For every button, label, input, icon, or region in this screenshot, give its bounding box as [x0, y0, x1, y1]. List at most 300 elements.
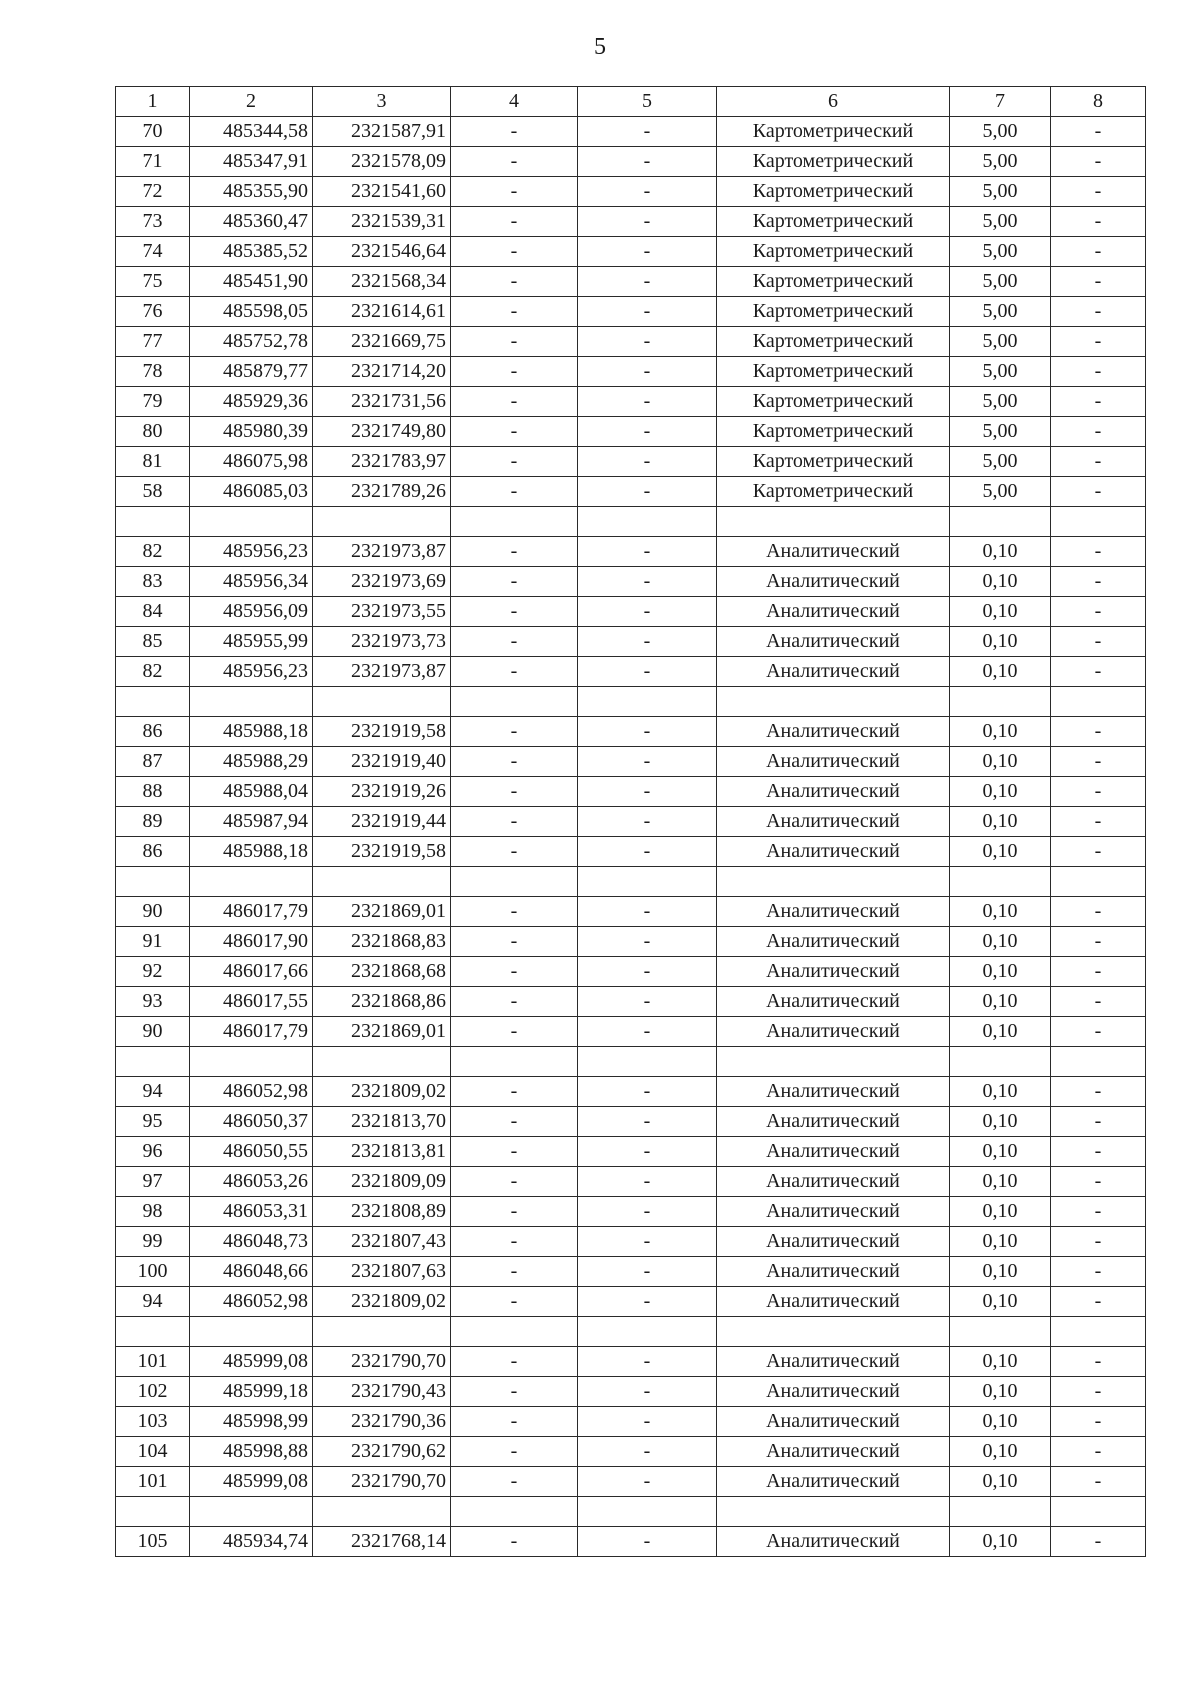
table-cell: Картометрический: [717, 357, 950, 387]
table-cell: 76: [116, 297, 190, 327]
header-cell: 1: [116, 87, 190, 117]
table-cell: 2321578,09: [313, 147, 451, 177]
table-cell: 78: [116, 357, 190, 387]
table-cell: 5,00: [950, 237, 1051, 267]
table-cell: -: [578, 147, 717, 177]
table-cell: [313, 687, 451, 717]
table-cell: -: [1051, 717, 1146, 747]
table-cell: 2321973,69: [313, 567, 451, 597]
table-cell: -: [451, 747, 578, 777]
table-cell: Аналитический: [717, 1527, 950, 1557]
table-cell: 0,10: [950, 1167, 1051, 1197]
table-cell: -: [578, 957, 717, 987]
table-cell: 2321790,43: [313, 1377, 451, 1407]
table-cell: Аналитический: [717, 987, 950, 1017]
table-cell: -: [1051, 1347, 1146, 1377]
table-cell: 2321587,91: [313, 117, 451, 147]
table-cell: 0,10: [950, 1437, 1051, 1467]
table-cell: 2321669,75: [313, 327, 451, 357]
table-row: [116, 147, 1146, 177]
table-cell: Аналитический: [717, 807, 950, 837]
table-cell: 486050,37: [190, 1107, 313, 1137]
table-cell: 74: [116, 237, 190, 267]
table-cell: 82: [116, 537, 190, 567]
table-cell: 103: [116, 1407, 190, 1437]
table-row: [116, 237, 1146, 267]
table-cell: [950, 1047, 1051, 1077]
table-cell: 83: [116, 567, 190, 597]
table-cell: -: [451, 957, 578, 987]
table-cell: [1051, 507, 1146, 537]
table-cell: 2321790,70: [313, 1467, 451, 1497]
table-cell: -: [578, 567, 717, 597]
table-cell: 0,10: [950, 1407, 1051, 1437]
table-cell: -: [451, 927, 578, 957]
table-cell: -: [451, 597, 578, 627]
table-cell: -: [451, 267, 578, 297]
table-cell: -: [1051, 1017, 1146, 1047]
table-cell: -: [1051, 657, 1146, 687]
table-cell: 0,10: [950, 1137, 1051, 1167]
table-cell: 486017,55: [190, 987, 313, 1017]
table-cell: 90: [116, 1017, 190, 1047]
table-cell: [190, 1317, 313, 1347]
table-cell: -: [451, 417, 578, 447]
table-cell: -: [578, 237, 717, 267]
table-cell: 486017,66: [190, 957, 313, 987]
table-cell: -: [1051, 327, 1146, 357]
table-cell: 485956,09: [190, 597, 313, 627]
table-cell: [578, 1497, 717, 1527]
table-row: [116, 597, 1146, 627]
table-cell: [313, 1497, 451, 1527]
table-cell: -: [578, 1227, 717, 1257]
table-cell: 2321807,43: [313, 1227, 451, 1257]
table-cell: [578, 867, 717, 897]
table-spacer-row: [116, 1317, 1146, 1347]
table-cell: [313, 507, 451, 537]
table-cell: 0,10: [950, 1287, 1051, 1317]
table-cell: [451, 1047, 578, 1077]
table-cell: 2321809,02: [313, 1287, 451, 1317]
table-cell: 71: [116, 147, 190, 177]
table-cell: 2321768,14: [313, 1527, 451, 1557]
table-row: [116, 1107, 1146, 1137]
table-cell: Картометрический: [717, 147, 950, 177]
table-cell: 0,10: [950, 807, 1051, 837]
table-cell: -: [451, 1287, 578, 1317]
table-row: [116, 177, 1146, 207]
table-header-row: [116, 87, 1146, 117]
table-cell: 486053,31: [190, 1197, 313, 1227]
table-cell: Аналитический: [717, 1287, 950, 1317]
table-cell: -: [1051, 417, 1146, 447]
table-cell: -: [1051, 1437, 1146, 1467]
table-row: [116, 117, 1146, 147]
table-row: [116, 897, 1146, 927]
table-row: [116, 387, 1146, 417]
table-cell: -: [578, 387, 717, 417]
table-cell: 73: [116, 207, 190, 237]
table-cell: Аналитический: [717, 837, 950, 867]
table-cell: -: [1051, 1077, 1146, 1107]
table-cell: 79: [116, 387, 190, 417]
coordinates-table: [115, 86, 1146, 1557]
table-cell: 81: [116, 447, 190, 477]
table-cell: 486053,26: [190, 1167, 313, 1197]
table-cell: -: [451, 1077, 578, 1107]
table-row: [116, 1377, 1146, 1407]
table-row: [116, 417, 1146, 447]
table-cell: -: [578, 267, 717, 297]
table-cell: [116, 867, 190, 897]
table-row: [116, 1527, 1146, 1557]
table-cell: 485956,23: [190, 537, 313, 567]
table-cell: -: [578, 987, 717, 1017]
table-cell: Аналитический: [717, 1377, 950, 1407]
table-cell: 58: [116, 477, 190, 507]
table-cell: -: [451, 1437, 578, 1467]
table-cell: 94: [116, 1287, 190, 1317]
table-row: [116, 1197, 1146, 1227]
table-cell: [717, 687, 950, 717]
table-cell: 2321973,87: [313, 537, 451, 567]
header-cell: 5: [578, 87, 717, 117]
table-cell: Картометрический: [717, 387, 950, 417]
table-cell: -: [578, 597, 717, 627]
table-cell: 84: [116, 597, 190, 627]
table-cell: -: [1051, 1287, 1146, 1317]
table-cell: 94: [116, 1077, 190, 1107]
table-cell: Аналитический: [717, 1257, 950, 1287]
table-cell: 0,10: [950, 717, 1051, 747]
table-row: [116, 477, 1146, 507]
table-cell: 105: [116, 1527, 190, 1557]
table-row: [116, 567, 1146, 597]
table-cell: 485344,58: [190, 117, 313, 147]
table-cell: 486048,73: [190, 1227, 313, 1257]
table-cell: -: [1051, 927, 1146, 957]
table-cell: -: [451, 1407, 578, 1437]
table-cell: 0,10: [950, 987, 1051, 1017]
table-cell: 2321919,26: [313, 777, 451, 807]
header-cell: 6: [717, 87, 950, 117]
table-row: [116, 537, 1146, 567]
table-body: [116, 87, 1146, 1557]
table-cell: 72: [116, 177, 190, 207]
table-cell: 85: [116, 627, 190, 657]
table-cell: -: [451, 1167, 578, 1197]
table-cell: 2321868,83: [313, 927, 451, 957]
table-cell: -: [578, 327, 717, 357]
table-cell: Аналитический: [717, 657, 950, 687]
table-cell: 100: [116, 1257, 190, 1287]
table-cell: -: [1051, 1107, 1146, 1137]
table-cell: 2321919,58: [313, 717, 451, 747]
table-cell: [1051, 867, 1146, 897]
table-cell: -: [578, 837, 717, 867]
table-cell: -: [578, 1197, 717, 1227]
table-cell: [313, 1317, 451, 1347]
table-row: [116, 1017, 1146, 1047]
table-row: [116, 747, 1146, 777]
table-cell: 485360,47: [190, 207, 313, 237]
table-cell: Картометрический: [717, 327, 950, 357]
table-cell: [313, 867, 451, 897]
table-cell: -: [1051, 1527, 1146, 1557]
table-cell: -: [578, 927, 717, 957]
table-row: [116, 1437, 1146, 1467]
table-cell: 0,10: [950, 567, 1051, 597]
table-cell: 2321541,60: [313, 177, 451, 207]
table-cell: [1051, 1047, 1146, 1077]
table-cell: 2321868,86: [313, 987, 451, 1017]
table-cell: 5,00: [950, 207, 1051, 237]
table-cell: 485955,99: [190, 627, 313, 657]
table-cell: -: [1051, 267, 1146, 297]
table-spacer-row: [116, 507, 1146, 537]
table-cell: -: [451, 327, 578, 357]
table-cell: 104: [116, 1437, 190, 1467]
table-cell: 2321790,62: [313, 1437, 451, 1467]
header-cell: 3: [313, 87, 451, 117]
table-cell: 5,00: [950, 387, 1051, 417]
table-cell: 0,10: [950, 1017, 1051, 1047]
table-cell: Аналитический: [717, 1437, 950, 1467]
table-cell: -: [578, 1257, 717, 1287]
table-cell: 2321731,56: [313, 387, 451, 417]
table-cell: [116, 1317, 190, 1347]
table-cell: -: [451, 987, 578, 1017]
table-cell: -: [578, 897, 717, 927]
table-cell: -: [1051, 1137, 1146, 1167]
table-cell: 0,10: [950, 597, 1051, 627]
table-cell: -: [451, 1227, 578, 1257]
table-cell: 0,10: [950, 1257, 1051, 1287]
table-cell: -: [1051, 207, 1146, 237]
table-cell: 0,10: [950, 927, 1051, 957]
table-cell: Аналитический: [717, 717, 950, 747]
table-cell: [950, 687, 1051, 717]
table-cell: 99: [116, 1227, 190, 1257]
table-cell: [717, 1317, 950, 1347]
table-cell: -: [1051, 387, 1146, 417]
table-cell: [190, 1047, 313, 1077]
table-cell: -: [451, 1107, 578, 1137]
table-cell: 485988,18: [190, 717, 313, 747]
table-cell: Аналитический: [717, 567, 950, 597]
table-cell: 485999,08: [190, 1467, 313, 1497]
table-cell: 2321539,31: [313, 207, 451, 237]
table-cell: 82: [116, 657, 190, 687]
table-cell: [717, 867, 950, 897]
table-cell: 5,00: [950, 417, 1051, 447]
table-cell: -: [451, 897, 578, 927]
page-number: 5: [594, 34, 606, 60]
table-cell: 89: [116, 807, 190, 837]
table-cell: 2321813,70: [313, 1107, 451, 1137]
table-cell: Аналитический: [717, 957, 950, 987]
table-cell: 485998,88: [190, 1437, 313, 1467]
table-cell: 87: [116, 747, 190, 777]
table-cell: 5,00: [950, 327, 1051, 357]
table-cell: [578, 1047, 717, 1077]
table-cell: -: [578, 537, 717, 567]
table-cell: 486017,90: [190, 927, 313, 957]
table-cell: -: [1051, 117, 1146, 147]
table-cell: Аналитический: [717, 597, 950, 627]
table-cell: -: [578, 357, 717, 387]
table-cell: 2321809,02: [313, 1077, 451, 1107]
table-cell: 86: [116, 717, 190, 747]
table-cell: 0,10: [950, 657, 1051, 687]
table-cell: -: [1051, 1467, 1146, 1497]
table-cell: Картометрический: [717, 267, 950, 297]
table-row: [116, 1167, 1146, 1197]
table-cell: -: [578, 657, 717, 687]
table-cell: 485752,78: [190, 327, 313, 357]
table-cell: -: [1051, 477, 1146, 507]
table-cell: 485929,36: [190, 387, 313, 417]
table-cell: [116, 687, 190, 717]
table-cell: 485355,90: [190, 177, 313, 207]
table-cell: -: [451, 717, 578, 747]
table-cell: -: [451, 297, 578, 327]
table-cell: [116, 1047, 190, 1077]
table-cell: Картометрический: [717, 417, 950, 447]
table-cell: 88: [116, 777, 190, 807]
table-cell: -: [578, 177, 717, 207]
table-cell: -: [451, 1017, 578, 1047]
table-cell: 2321809,09: [313, 1167, 451, 1197]
table-cell: Аналитический: [717, 1107, 950, 1137]
table-cell: [190, 507, 313, 537]
table-row: [116, 1257, 1146, 1287]
table-cell: 2321919,44: [313, 807, 451, 837]
table-cell: 92: [116, 957, 190, 987]
table-cell: 485347,91: [190, 147, 313, 177]
table-cell: 2321919,40: [313, 747, 451, 777]
table-row: [116, 657, 1146, 687]
table-cell: 485451,90: [190, 267, 313, 297]
table-cell: 0,10: [950, 957, 1051, 987]
table-cell: 2321807,63: [313, 1257, 451, 1287]
table-cell: -: [1051, 237, 1146, 267]
table-cell: -: [578, 117, 717, 147]
table-cell: 5,00: [950, 357, 1051, 387]
table-cell: [578, 1317, 717, 1347]
table-row: [116, 1287, 1146, 1317]
table-cell: Аналитический: [717, 1077, 950, 1107]
table-cell: 0,10: [950, 747, 1051, 777]
table-row: [116, 987, 1146, 1017]
table-cell: -: [1051, 807, 1146, 837]
table-cell: 0,10: [950, 897, 1051, 927]
table-row: [116, 1347, 1146, 1377]
table-cell: 2321714,20: [313, 357, 451, 387]
table-cell: Картометрический: [717, 237, 950, 267]
table-row: [116, 357, 1146, 387]
table-cell: -: [451, 807, 578, 837]
table-cell: -: [1051, 1167, 1146, 1197]
table-cell: -: [1051, 147, 1146, 177]
table-cell: 485987,94: [190, 807, 313, 837]
table-cell: 485956,34: [190, 567, 313, 597]
table-cell: Аналитический: [717, 537, 950, 567]
table-row: [116, 207, 1146, 237]
table-row: [116, 1137, 1146, 1167]
table-cell: -: [1051, 957, 1146, 987]
table-cell: 486085,03: [190, 477, 313, 507]
table-cell: -: [451, 1377, 578, 1407]
table-cell: -: [451, 237, 578, 267]
table-cell: -: [578, 1437, 717, 1467]
table-cell: 0,10: [950, 1077, 1051, 1107]
table-cell: -: [451, 357, 578, 387]
table-cell: -: [451, 387, 578, 417]
table-cell: [190, 687, 313, 717]
table-cell: 101: [116, 1347, 190, 1377]
table-cell: [190, 1497, 313, 1527]
header-cell: 2: [190, 87, 313, 117]
table-cell: -: [451, 657, 578, 687]
table-cell: Аналитический: [717, 1167, 950, 1197]
table-cell: -: [1051, 357, 1146, 387]
table-cell: [717, 1497, 950, 1527]
table-cell: -: [578, 1287, 717, 1317]
table-cell: 486050,55: [190, 1137, 313, 1167]
table-spacer-row: [116, 687, 1146, 717]
table-cell: [451, 687, 578, 717]
table-cell: 2321868,68: [313, 957, 451, 987]
table-cell: -: [578, 1377, 717, 1407]
table-cell: 0,10: [950, 1197, 1051, 1227]
table-cell: 2321783,97: [313, 447, 451, 477]
header-cell: 4: [451, 87, 578, 117]
table-cell: 5,00: [950, 147, 1051, 177]
table-cell: 0,10: [950, 1347, 1051, 1377]
table-row: [116, 717, 1146, 747]
table-spacer-row: [116, 1047, 1146, 1077]
table-cell: -: [451, 147, 578, 177]
table-cell: [717, 1047, 950, 1077]
table-cell: 2321614,61: [313, 297, 451, 327]
table-cell: -: [451, 447, 578, 477]
table-cell: -: [1051, 837, 1146, 867]
table-cell: -: [451, 1467, 578, 1497]
table-cell: 485988,18: [190, 837, 313, 867]
table-cell: 485999,18: [190, 1377, 313, 1407]
table-cell: 485998,99: [190, 1407, 313, 1437]
table-cell: [950, 1317, 1051, 1347]
table-cell: 2321749,80: [313, 417, 451, 447]
table-cell: Картометрический: [717, 207, 950, 237]
table-cell: -: [578, 1107, 717, 1137]
table-row: [116, 1467, 1146, 1497]
table-cell: -: [578, 1077, 717, 1107]
table-cell: -: [451, 477, 578, 507]
table-cell: Картометрический: [717, 477, 950, 507]
table-cell: [950, 1497, 1051, 1527]
table-cell: -: [451, 177, 578, 207]
table-row: [116, 927, 1146, 957]
table-cell: -: [1051, 1227, 1146, 1257]
table-cell: Картометрический: [717, 177, 950, 207]
table-cell: [116, 1497, 190, 1527]
table-row: [116, 1407, 1146, 1437]
table-cell: Аналитический: [717, 747, 950, 777]
table-cell: Картометрический: [717, 447, 950, 477]
